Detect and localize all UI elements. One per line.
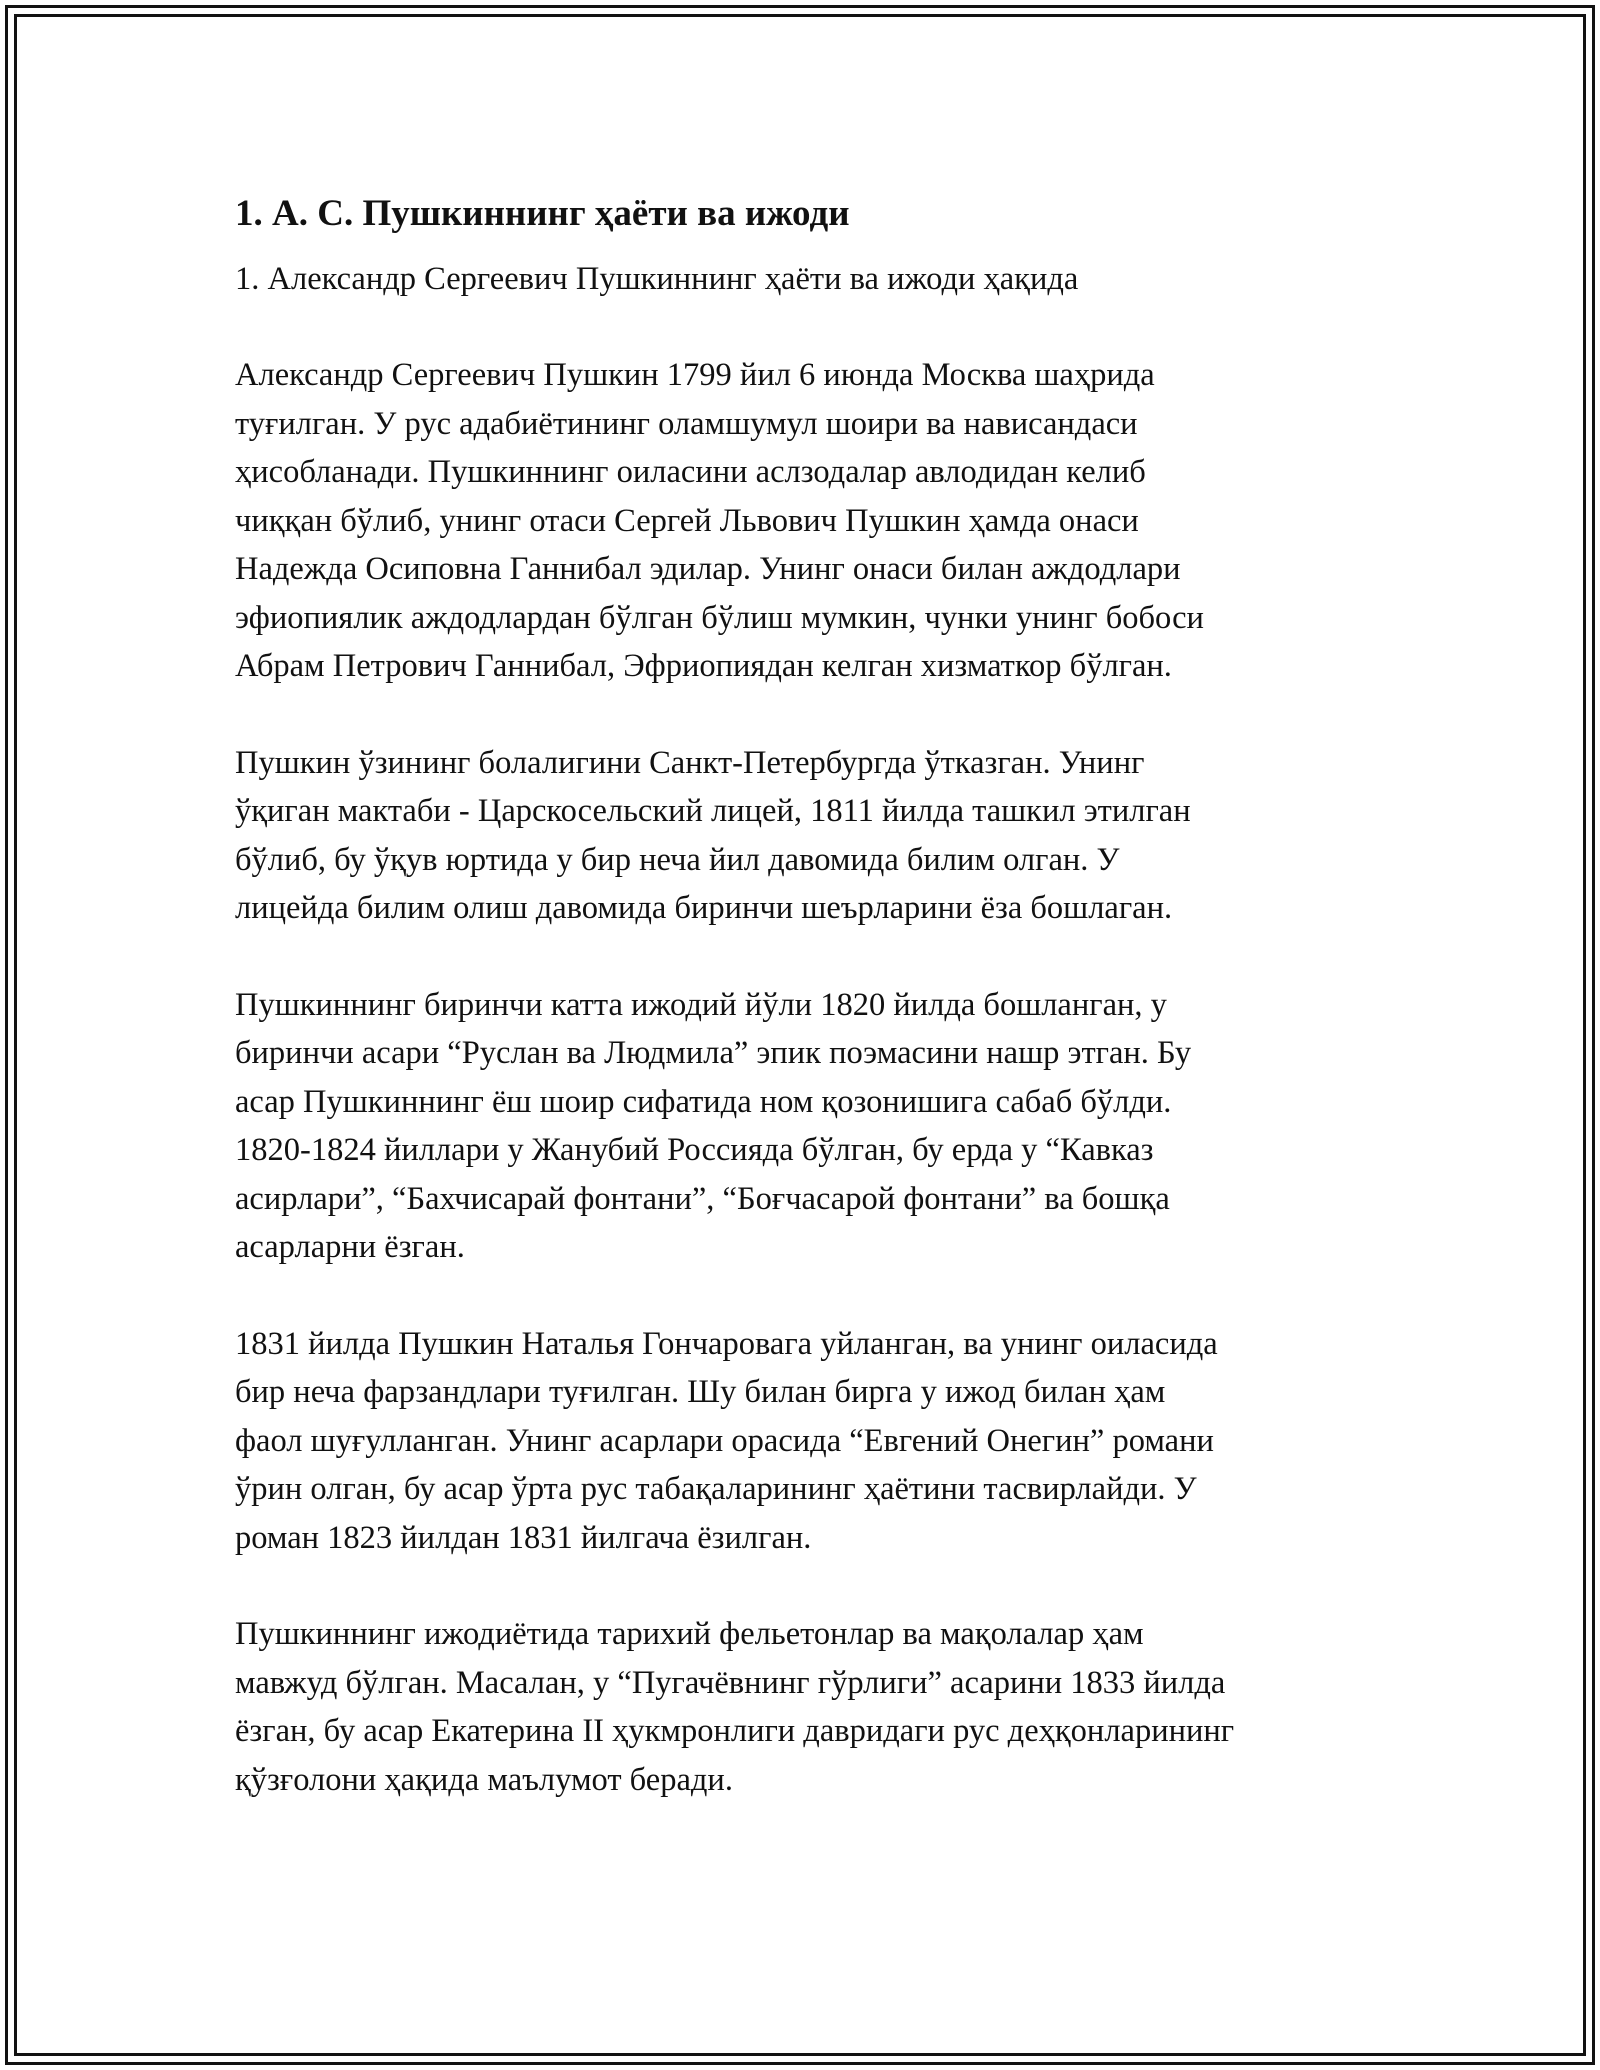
paragraph-line: ҳисобланади. Пушкиннинг оиласини аслзодалар авлодидан келиб — [235, 454, 1146, 490]
paragraph-line: қўзғолони ҳақида маълумот беради. — [235, 1761, 733, 1798]
paragraph-line: асарларни ёзган. — [235, 1229, 465, 1265]
paragraph-line: бўлиб, бу ўқув юртида у бир неча йил давомида билим олган. У — [235, 841, 1120, 878]
paragraph-birth-family — [235, 351, 1385, 691]
paragraph-early-works — [235, 981, 1385, 1272]
paragraph-line: биринчи асари “Руслан ва Людмила” эпик поэмасини нашр этган. Бу — [235, 1035, 1192, 1071]
paragraph-line: Пушкиннинг ижодиётида тарихий фельетонлар ва мақолалар ҳам — [235, 1616, 1144, 1652]
document-subtitle: 1. Александр Сергеевич Пушкиннинг ҳаёти ва ижоди ҳақида — [235, 261, 1079, 297]
paragraph-historical-works — [235, 1610, 1385, 1804]
paragraph-line: роман 1823 йилдан 1831 йилгача ёзилган. — [235, 1519, 812, 1556]
paragraph-line: асар Пушкиннинг ёш шоир сифатида ном қозонишига сабаб бўлди. — [235, 1083, 1172, 1120]
paragraph-line: эфиопиялик аждодлардан бўлган бўлиш мумкин, чунки унинг бобоси — [235, 599, 1204, 636]
paragraph-line: ўқиган мактаби - Царскосельский лицей, 1811 йилда ташкил этилган — [235, 793, 1191, 829]
paragraph-line: туғилган. У рус адабиётининг оламшумул шоири ва нависандаси — [235, 405, 1138, 442]
paragraph-line: ёзган, бу асар Екатерина II ҳукмронлиги давридаги рус деҳқонларининг — [235, 1713, 1235, 1749]
paragraph-line: Пушкиннинг биринчи катта ижодий йўли 1820 йилда бошланган, у — [235, 986, 1167, 1023]
paragraph-line: Надежда Осиповна Ганнибал эдилар. Унинг онаси билан аждодлари — [235, 551, 1181, 587]
document-title: 1. А. С. Пушкиннинг ҳаёти ва ижоди — [235, 193, 850, 234]
paragraph-line: чиққан бўлиб, унинг отаси Сергей Львович Пушкин ҳамда онаси — [235, 502, 1139, 539]
paragraph-line: Абрам Петрович Ганнибал, Эфриопиядан келган хизматкор бўлган. — [235, 648, 1172, 684]
paragraph-line: Пушкин ўзининг болалигини Санкт-Петербургда ўтказган. Унинг — [235, 744, 1145, 781]
paragraph-line: фаол шуғулланган. Унинг асарлари орасида “Евгений Онегин” романи — [235, 1422, 1214, 1459]
paragraph-line: ўрин олган, бу асар ўрта рус табақаларининг ҳаётини тасвирлайди. У — [235, 1471, 1197, 1507]
paragraph-childhood-lyceum — [235, 739, 1385, 933]
document-page — [235, 185, 1385, 1804]
paragraph-line: бир неча фарзандлари туғилган. Шу билан бирга у ижод билан ҳам — [235, 1374, 1166, 1410]
paragraph-line: Александр Сергеевич Пушкин 1799 йил 6 июнда Москва шаҳрида — [235, 357, 1155, 393]
paragraph-line: 1831 йилда Пушкин Наталья Гончаровага уйланган, ва унинг оиласида — [235, 1325, 1218, 1362]
paragraph-line: мавжуд бўлган. Масалан, у “Пугачёвнинг гўрлиги” асарини 1833 йилда — [235, 1664, 1226, 1701]
paragraph-line: асирлари”, “Бахчисарай фонтани”, “Боғчасарой фонтани” ва бошқа — [235, 1180, 1170, 1217]
paragraph-line: лицейда билим олиш давомида биринчи шеърларини ёза бошлаган. — [235, 890, 1173, 926]
paragraph-marriage-onegin — [235, 1320, 1385, 1563]
paragraph-line: 1820-1824 йиллари у Жанубий Россияда бўлган, бу ерда у “Кавказ — [235, 1132, 1154, 1168]
